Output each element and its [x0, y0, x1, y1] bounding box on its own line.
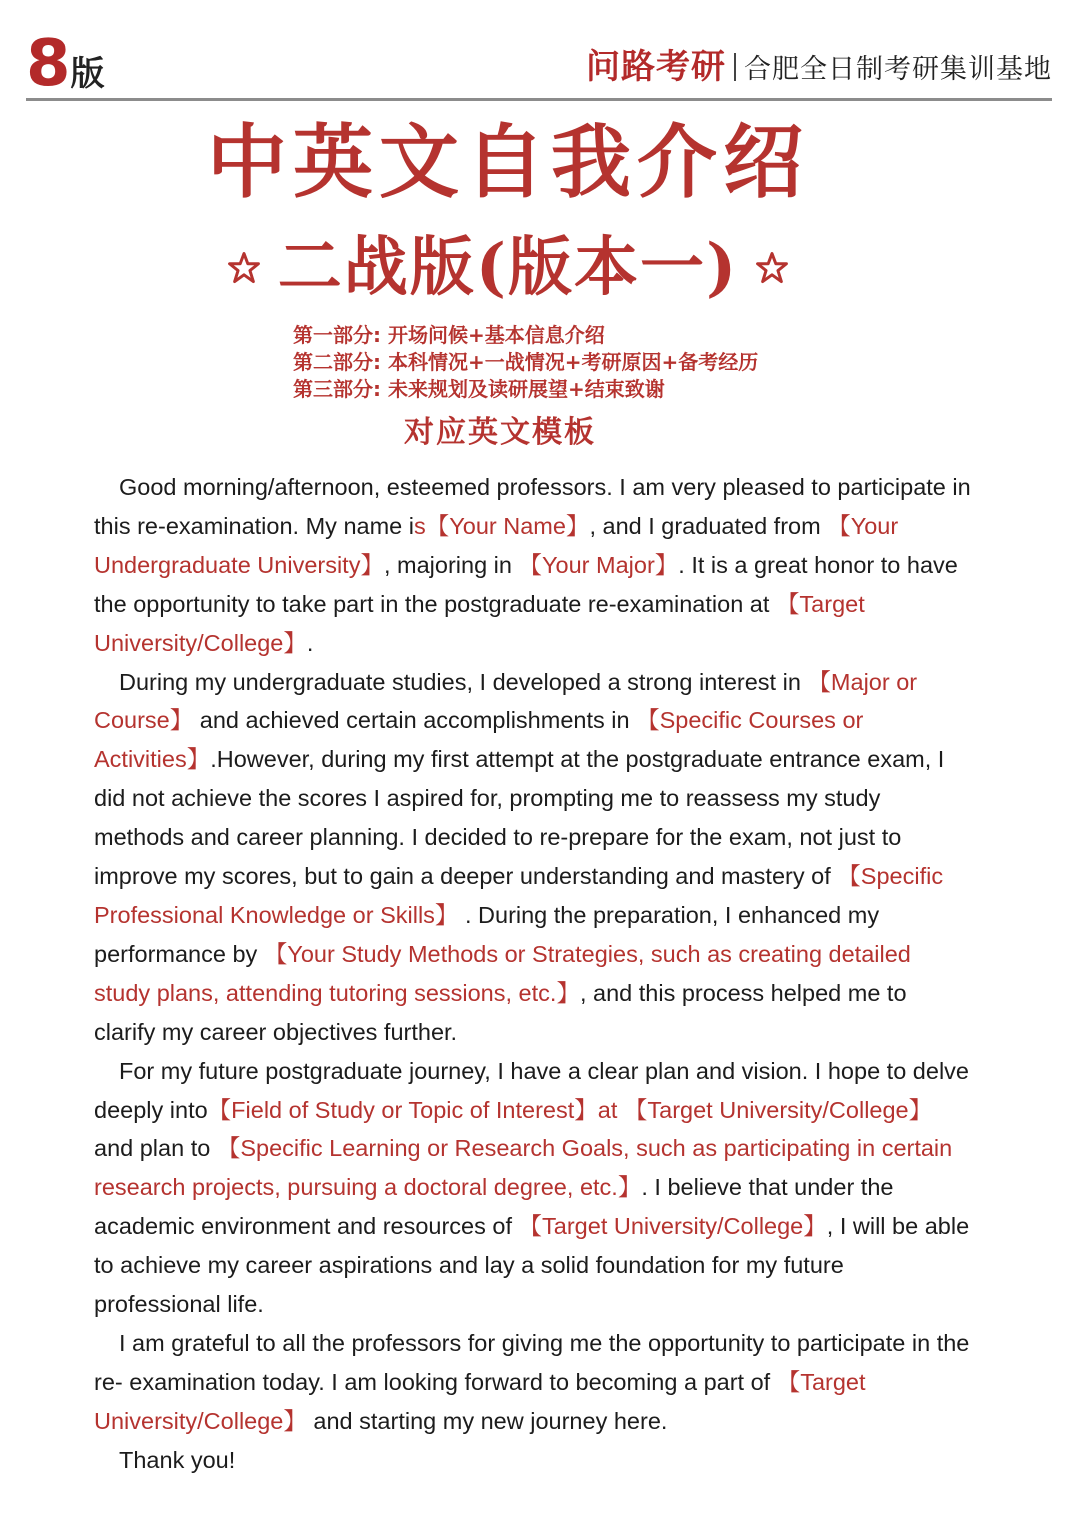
placeholder: 【Field of Study or Topic of Interest】at 【Target University/College】 — [207, 1096, 933, 1123]
body-text: , and this process helped me to clarify my career objectives further. — [94, 979, 907, 1045]
placeholder: 【Your Major】 — [518, 551, 679, 578]
body-text: During my undergraduate studies, I developed a strong interest in — [119, 668, 808, 695]
page-header — [26, 27, 1052, 101]
placeholder: 【Your Undergraduate University】 — [94, 512, 899, 578]
placeholder: s【Your Name】 — [413, 512, 590, 539]
star-icon — [227, 251, 261, 285]
body-text: I am grateful to all the professors for giving me the opportunity to participate in the re- examination today. I am looking forward to becoming a part of — [94, 1329, 970, 1395]
paragraph-greeting — [94, 468, 972, 663]
template-heading: 对应英文模板 — [404, 415, 596, 450]
edition-number: 8 — [26, 27, 69, 101]
body-text: . During the preparation, I enhanced my performance by — [94, 901, 880, 967]
outline-item — [293, 376, 853, 403]
english-template — [94, 468, 972, 1480]
placeholder: 【Specific Learning or Research Goals, such as participating in certain research projects, pursuing a doctoral degree, etc.】 — [94, 1135, 953, 1201]
outline-text: 开场问候+基本信息介绍 — [387, 323, 605, 347]
outline-list — [293, 322, 853, 403]
brand — [586, 47, 1052, 87]
edition-mark — [26, 27, 105, 101]
placeholder: 【Target University/College】 — [518, 1213, 827, 1240]
body-text: .However, during my first attempt at the postgraduate entrance exam, I did not achieve the scores I aspired for, prompting me to reassess my study methods and career planning. I decided to re-prepare for the exam, not just to improve my scores, but to gain a deeper understanding and mastery of — [94, 746, 945, 890]
placeholder: 【Your Study Methods or Strategies, such as creating detailed study plans, attending tutoring sessions, etc.】 — [94, 940, 911, 1006]
body-text: , majoring in — [383, 551, 519, 578]
paragraph-background — [94, 663, 972, 1052]
brand-divider — [734, 53, 736, 81]
star-icon — [755, 251, 789, 285]
body-text: and plan to — [94, 1135, 217, 1162]
subtitle-row — [0, 230, 1016, 305]
body-text: . It is a great honor to have the opportunity to take part in the postgraduate re-examination at — [94, 551, 958, 617]
outline-text: 本科情况+一战情况+考研原因+备考经历 — [387, 350, 759, 374]
page-title: 中英文自我介绍 — [207, 115, 809, 209]
outline-label: 第一部分: — [293, 323, 381, 347]
body-text: . — [306, 629, 314, 656]
body-text: . I believe that under the academic environment and resources of — [94, 1174, 894, 1240]
brand-logo: 问路考研 — [586, 47, 726, 87]
placeholder: 【Specific Professional Knowledge or Skills】 — [94, 863, 944, 928]
paragraph-thanks — [94, 1324, 972, 1441]
body-text: , I will be able to achieve my career aspirations and lay a solid foundation for my future professional life. — [94, 1213, 970, 1318]
body-text: Good morning/afternoon, esteemed professors. I am very pleased to participate in this re-examination. My name i — [94, 474, 971, 539]
outline-label: 第三部分: — [293, 377, 381, 401]
body-text: Thank you! — [119, 1446, 236, 1473]
placeholder: 【Specific Courses or Activities】 — [94, 707, 864, 773]
outline-item — [293, 322, 853, 349]
outline-item — [293, 349, 853, 376]
body-text: and achieved certain accomplishments in — [193, 707, 637, 734]
edition-suffix: 版 — [70, 54, 105, 94]
paragraph-closing — [94, 1441, 972, 1480]
page-subtitle: 二战版(版本一) — [277, 230, 739, 305]
outline-label: 第二部分: — [293, 350, 381, 374]
body-text: For my future postgraduate journey, I have a clear plan and vision. I hope to delve deeply into — [94, 1057, 969, 1123]
placeholder: 【Major or Course】 — [94, 668, 918, 734]
body-text: and starting my new journey here. — [306, 1407, 668, 1434]
placeholder: 【Target University/College】 — [94, 1368, 866, 1434]
outline-text: 未来规划及读研展望+结束致谢 — [387, 377, 665, 401]
placeholder: 【Target University/College】 — [94, 590, 865, 656]
brand-tagline: 合肥全日制考研集训基地 — [744, 54, 1052, 85]
body-text: , and I graduated from — [589, 512, 828, 539]
paragraph-future-plans — [94, 1052, 972, 1324]
